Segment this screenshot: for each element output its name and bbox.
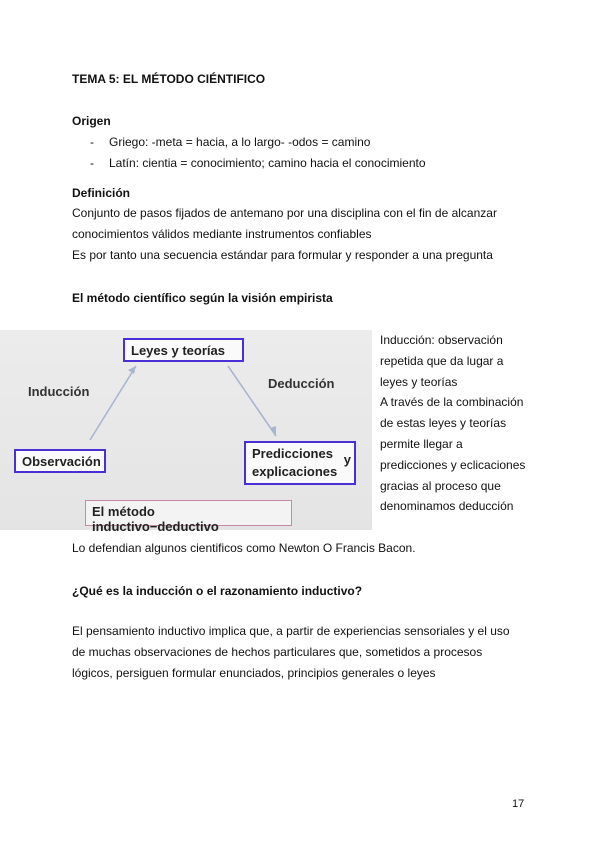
metodo-inductivo-deductivo-label: El método inductivo−deductivo (85, 500, 292, 526)
observacion-box: Observación (14, 449, 106, 473)
definicion-line-1: Conjunto de pasos fijados de antemano por una disciplina con el fin de alcanzar (72, 206, 497, 220)
induccion-line-1: El pensamiento inductivo implica que, a partir de experiencias sensoriales y el uso (72, 624, 510, 638)
side-line: de estas leyes y teorías (380, 416, 507, 431)
induccion-label: Inducción (28, 384, 90, 399)
bullet-dash: - (90, 156, 94, 170)
side-line: denominamos deducción (380, 499, 514, 514)
deduccion-label: Deducción (268, 376, 335, 391)
induccion-question-heading: ¿Qué es la inducción o el razonamiento inductivo? (72, 584, 363, 598)
side-line: gracias al proceso que (380, 478, 501, 493)
predicciones-line-2: explicaciones (252, 464, 338, 479)
origen-item-text: Latín: cientia = conocimiento; camino hacia el conocimiento (109, 156, 426, 170)
page-number: 17 (512, 798, 525, 810)
definicion-line-3: Es por tanto una secuencia estándar para formular y responder a una pregunta (72, 248, 493, 262)
leyes-teorias-box: Leyes y teorías (123, 338, 244, 362)
empirista-heading: El método científico según la visión empirista (72, 291, 333, 305)
induccion-line-2: de muchas observaciones de hechos particulares que, sometidos a procesos (72, 645, 483, 659)
origen-item-text: Griego: -meta = hacia, a lo largo- -odos = camino (109, 135, 371, 149)
side-explanation (380, 330, 540, 517)
origen-heading: Origen (72, 114, 111, 128)
side-line: A través de la combinación (380, 395, 524, 410)
definicion-line-2: conocimientos válidos mediante instrumentos confiables (72, 227, 372, 241)
page-title: TEMA 5: EL MÉTODO CIÉNTIFICO (72, 72, 266, 86)
definicion-heading: Definición (72, 186, 131, 200)
predicciones-y: y (343, 452, 351, 467)
metodo-diagram (0, 330, 372, 534)
side-line: predicciones y eclicaciones (380, 457, 526, 472)
side-line: permite llegar a (380, 436, 463, 451)
side-line: leyes y teorías (380, 374, 458, 389)
side-line: Inducción: observación (380, 333, 503, 347)
bullet-dash: - (90, 135, 94, 149)
predicciones-box (244, 441, 356, 485)
predicciones-line-1: Predicciones (252, 446, 333, 461)
defendian-text: Lo defendian algunos cientificos como Newton O Francis Bacon. (72, 541, 416, 555)
side-line: repetida que da lugar a (380, 353, 504, 368)
induccion-line-3: lógicos, persiguen formular enunciados, principios generales o leyes (72, 666, 436, 680)
arrow-induccion (90, 366, 136, 440)
